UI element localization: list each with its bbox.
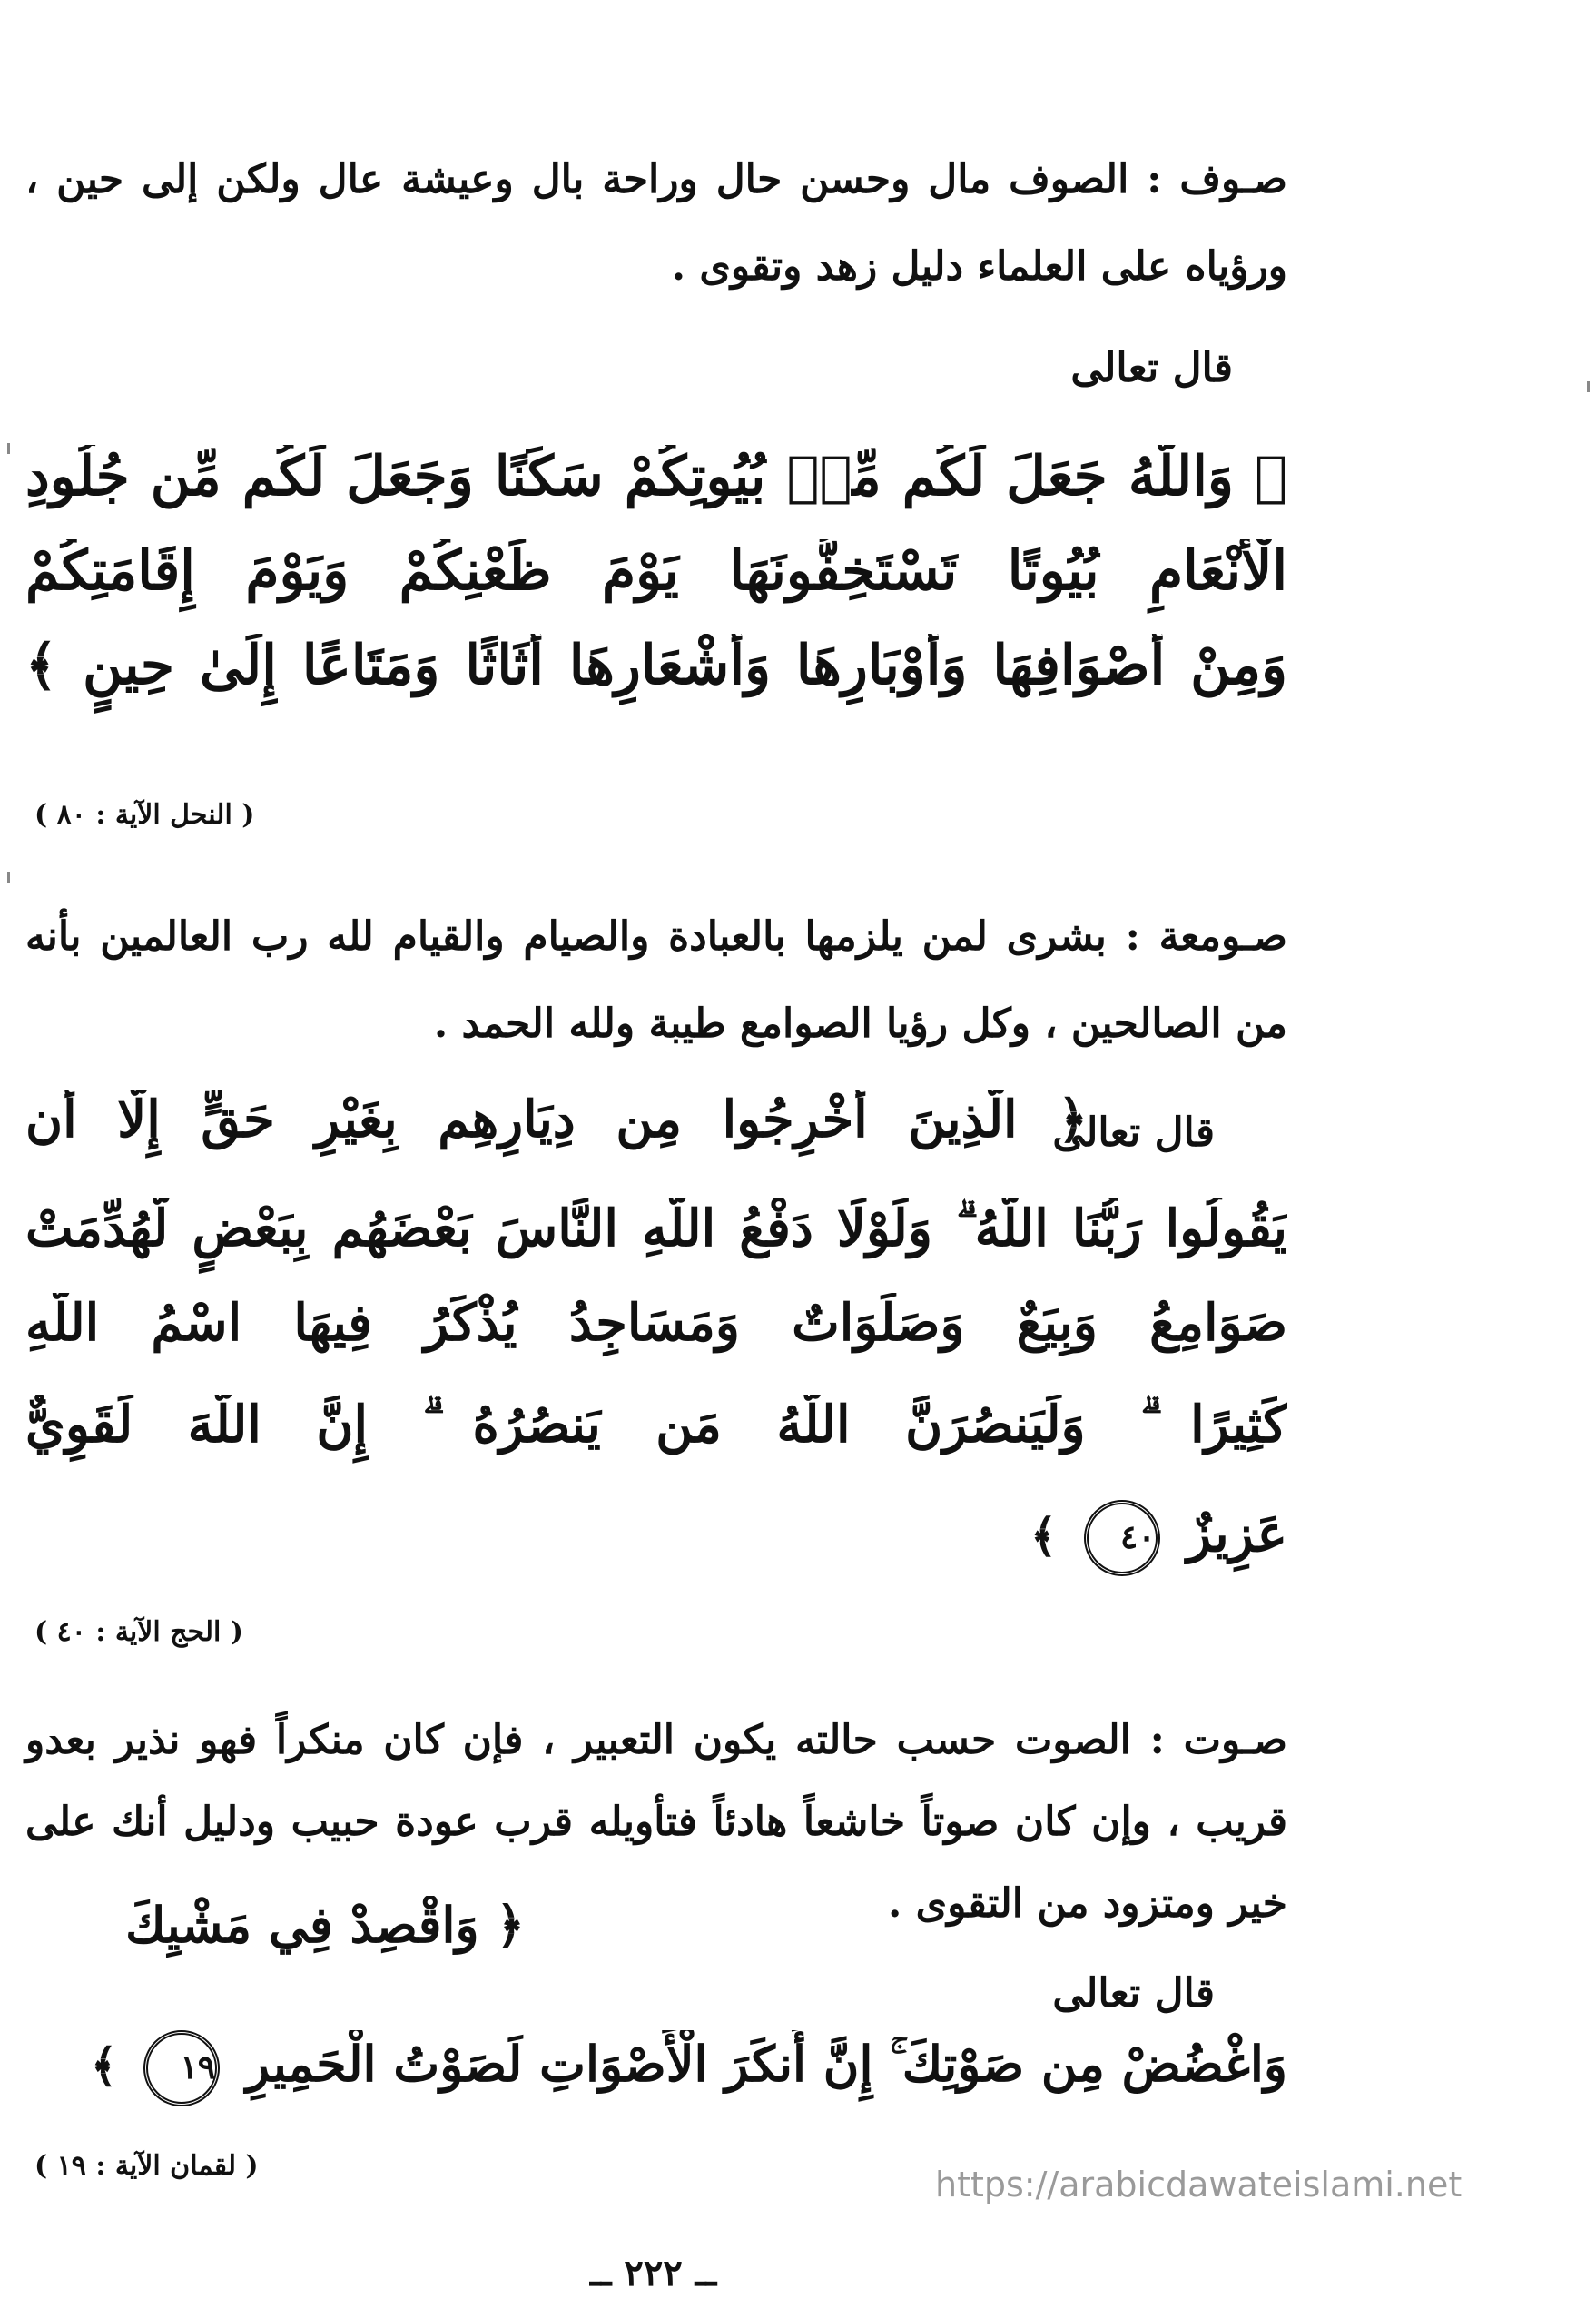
entry-heading: صـومعة : [1125, 913, 1287, 960]
page-number: ــ ٢٢٢ ــ [590, 2252, 717, 2294]
verse-line: ﴿ الَّذِينَ أُخْرِجُوا مِن دِيَارِهِم بِغَيْرِ حَقٍّ إِلَّا أَن [25, 1090, 1088, 1149]
verse-intro: قال تعالى [1052, 1970, 1215, 2017]
verse-word: عَزِيزٌ [1187, 1504, 1287, 1564]
entry-text: الصوت حسب حالته يكون التعبير ، فإن كان منكراً فهو نذير بعدو قريب ، وإن كان صوتاً خاشعاً هادئاً فتأويله قرب عودة حبيب ودليل أنك على خير ومتزود من التقوى . [25, 1717, 1287, 1927]
quran-verse-block [25, 445, 1287, 728]
entry-heading: صـوف : [1147, 156, 1287, 202]
scan-mark [1587, 381, 1590, 392]
ayah-number-medallion: ٤٠ [1084, 1500, 1160, 1576]
verse-line: الْأَنْعَامِ بُيُوتًا تَسْتَخِفُّونَهَا يَوْمَ ظَعْنِكُمْ وَيَوْمَ إِقَامَتِكُمْ [25, 539, 1287, 603]
quran-verse-block [25, 2030, 1287, 2125]
ayah-number-medallion: ١٩ [143, 2030, 220, 2106]
entry-text: بشرى لمن يلزمها بالعبادة والصيام والقيام لله رب العالمين بأنه من الصالحين ، وكل رؤيا الصوامع طيبة ولله الحمد . [25, 913, 1287, 1047]
verse-intro: قال تعالى [1052, 1110, 1215, 1156]
verse-intro: قال تعالى [1070, 345, 1233, 391]
closing-bracket: ﴾ [1030, 1508, 1058, 1563]
verse-reference: ( النحل الآية : ٨٠ ) [34, 799, 255, 831]
entry-paragraph-soof [25, 136, 1287, 311]
scan-mark [7, 872, 10, 883]
verse-reference: ( الحج الآية : ٤٠ ) [34, 1616, 244, 1648]
watermark-url: https://arabicdawateislami.net [935, 2165, 1463, 2205]
quran-verse-block [25, 1198, 1287, 1594]
verse-line: يَقُولُوا رَبُّنَا اللَّهُ ۗ وَلَوْلَا دَفْعُ اللَّهِ النَّاسَ بَعْضَهُم بِبَعْضٍ لَّهُدِّمَتْ [25, 1198, 1287, 1258]
verse-text: وَاغْضُضْ مِن صَوْتِكَ ۚ إِنَّ أَنكَرَ الْأَصْوَاتِ لَصَوْتُ الْحَمِيرِ [245, 2035, 1287, 2094]
verse-line: ﴿ وَاقْصِدْ فِي مَشْيِكَ [125, 1896, 525, 1954]
verse-line: وَمِنْ أَصْوَافِهَا وَأَوْبَارِهَا وَأَشْعَارِهَا أَثَاثًا وَمَتَاعًا إِلَىٰ حِينٍ ﴾ [25, 634, 1287, 697]
verse-line [25, 2030, 1287, 2125]
quran-verse-block [25, 1090, 1088, 1184]
verse-line: صَوَامِعُ وَبِيَعٌ وَصَلَوَاتٌ وَمَسَاجِدُ يُذْكَرُ فِيهَا اسْمُ اللَّهِ [25, 1293, 1287, 1353]
closing-bracket: ﴾ [91, 2038, 118, 2093]
verse-line: كَثِيرًا ۗ وَلَيَنصُرَنَّ اللَّهُ مَن يَنصُرُهُ ۗ إِنَّ اللَّهَ لَقَوِيٌّ [25, 1395, 1287, 1455]
verse-line: ﴿ وَاللَّهُ جَعَلَ لَكُم مِّنۢ بُيُوتِكُمْ سَكَنًا وَجَعَلَ لَكُم مِّن جُلُودِ [25, 445, 1287, 508]
scan-mark [7, 443, 10, 454]
entry-paragraph-sawmaa [25, 893, 1287, 1068]
entry-text: الصوف مال وحسن حال وراحة بال وعيشة عال ولكن إلى حين ، ورؤياه على العلماء دليل زهد وتقوى . [25, 156, 1287, 290]
entry-heading: صـوت : [1149, 1717, 1287, 1763]
quran-verse-block [16, 1896, 525, 1990]
verse-line [25, 1500, 1287, 1594]
verse-reference: ( لقمان الآية : ١٩ ) [34, 2150, 259, 2182]
